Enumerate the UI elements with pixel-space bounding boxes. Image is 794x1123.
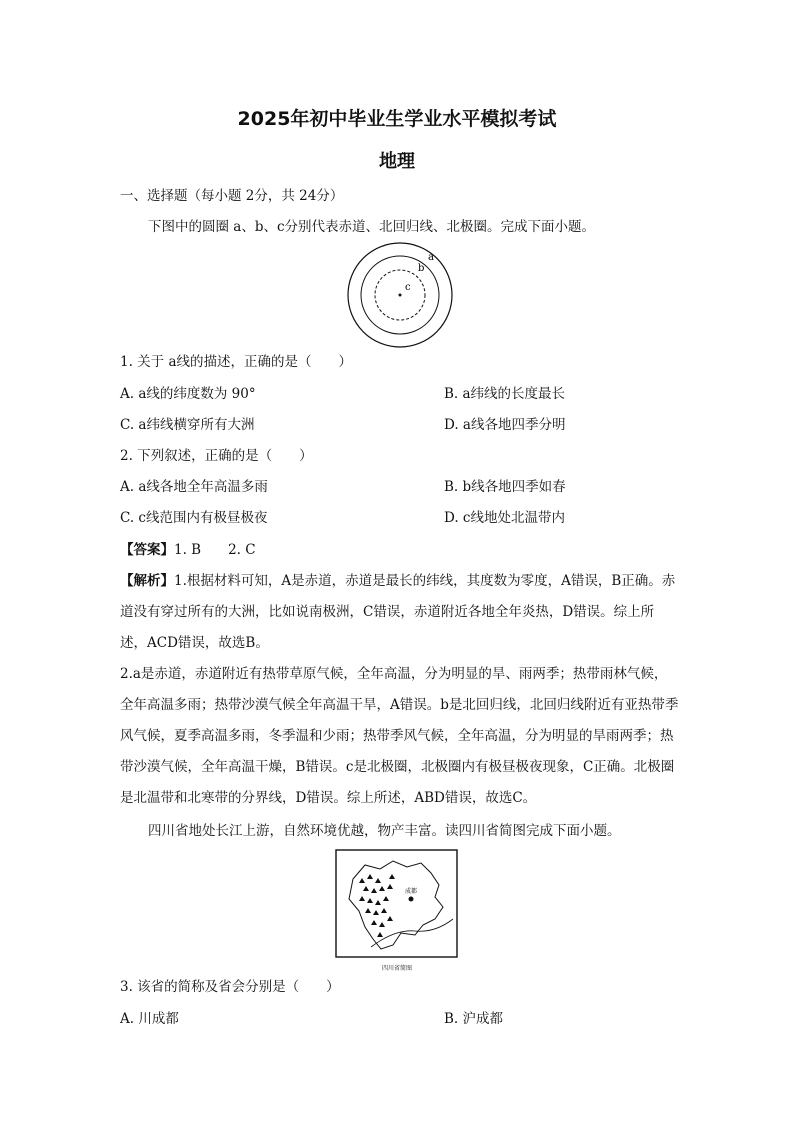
- q1-option-a: A. a线的纬度数为 90°: [120, 386, 256, 402]
- q3-option-b: B. 沪成都: [444, 1011, 504, 1027]
- analysis-1-text: 1.根据材料可知，A是赤道，赤道是最长的纬线，其度数为零度，A错误，B正确。赤道没有穿过所有的大洲，比如说南极洲，C错误，赤道附近各地全年炎热，D错误。综上所述，ACD错误，故选B。: [120, 573, 676, 651]
- answer-label: 【答案】: [120, 542, 174, 558]
- q2-option-a: A. a线各地全年高温多雨: [120, 479, 268, 495]
- answer-text: 1. B 2. C: [174, 542, 256, 558]
- q1-option-c: C. a纬线横穿所有大洲: [120, 417, 255, 433]
- subject-title: 地理: [379, 151, 415, 172]
- q3-option-a: A. 川成都: [120, 1011, 179, 1027]
- q1-stem: 1. 关于 a线的描述，正确的是（ ）: [120, 354, 353, 370]
- capital-label: 成都: [405, 888, 418, 895]
- q2-stem: 2. 下列叙述，正确的是（ ）: [120, 448, 313, 464]
- analysis-2: 2.a是赤道，赤道附近有热带草原气候，全年高温，分为明显的旱、雨两季；热带雨林气候，全年高温多雨；热带沙漠气候全年高温干旱，A错误。b是北回归线，北回归线附近有亚热带季风气候，夏季高温多雨，冬季温和少雨；热带季风气候，全年高温，分为明显的旱雨两季；热带沙漠气候，全年高温干燥，B错误。c是北极圈，北极圈内有极昼极夜现象，C正确。北极圈是北温带和北寒带的分界线，D错误。综上所述，ABD错误，故选C。: [120, 666, 679, 806]
- intro-text-2: 四川省地处长江上游，自然环境优越，物产丰富。读四川省简图完成下面小题。: [148, 823, 621, 839]
- label-a: a: [428, 252, 434, 263]
- q1-option-d: D. a线各地四季分明: [444, 417, 566, 433]
- capital-marker: [409, 897, 414, 902]
- q2-option-c: C. c线范围内有极昼极夜: [120, 510, 268, 526]
- section-heading: 一、选择题（每小题 2分，共 24分）: [120, 188, 344, 204]
- q2-option-d: D. c线地处北温带内: [444, 510, 565, 526]
- sichuan-map: [335, 849, 459, 959]
- label-b: b: [418, 263, 425, 274]
- latitude-circles-figure: [343, 238, 463, 358]
- map-caption: 四川省简图: [381, 965, 412, 972]
- intro-text-1: 下图中的圆圈 a、b、c分别代表赤道、北回归线、北极圈。完成下面小题。: [148, 219, 596, 235]
- answer-line: [120, 540, 256, 560]
- q1-option-b: B. a纬线的长度最长: [444, 386, 566, 402]
- label-c: c: [405, 282, 411, 293]
- analysis-1: [120, 566, 680, 659]
- sichuan-map-figure: [335, 849, 459, 971]
- analysis-label: 【解析】: [120, 573, 174, 589]
- q2-option-b: B. b线各地四季如春: [444, 479, 566, 495]
- q3-stem: 3. 该省的简称及省会分别是（ ）: [120, 979, 340, 995]
- exam-title: 2025年初中毕业生学业水平模拟考试: [237, 108, 557, 130]
